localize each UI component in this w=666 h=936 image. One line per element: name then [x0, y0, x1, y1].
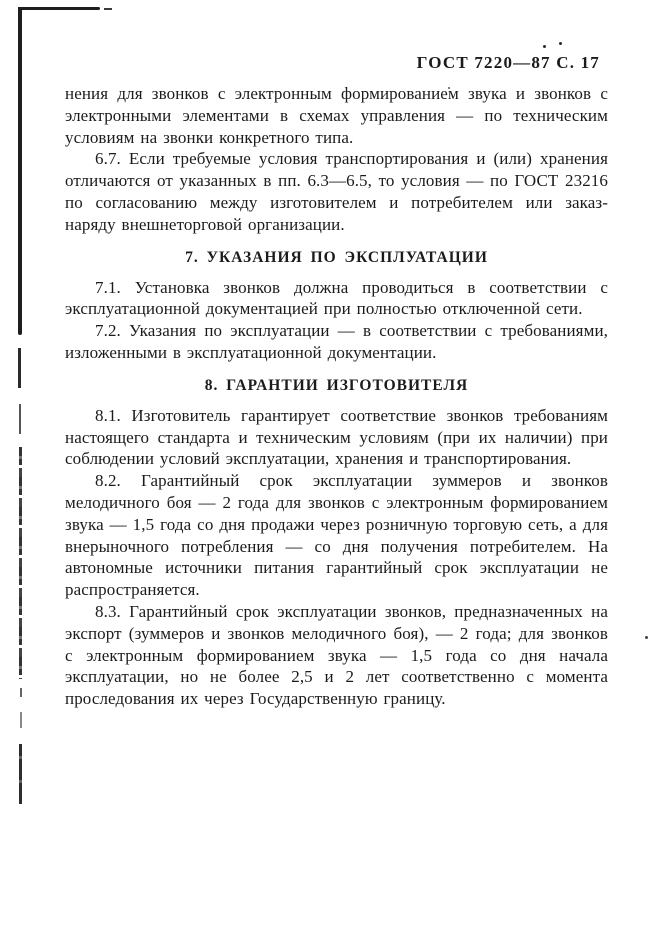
scan-border-left-segment-7: [19, 744, 22, 804]
paragraph-6-7: 6.7. Если требуемые условия транспортирования и (или) хранения отличаются от указанных в пп. 6.3—6.5, то условия — по ГОСТ 23216 по согласованию между изготовителем и потребителем или заказ-наряду внешнеторговой организации.: [65, 149, 608, 234]
section-7-heading: 7. УКАЗАНИЯ ПО ЭКСПЛУАТАЦИИ: [185, 248, 488, 266]
scan-border-top: [18, 7, 100, 10]
scan-border-left-segment-4: [19, 447, 22, 679]
ink-speck: [543, 45, 546, 48]
paragraph-7-2: 7.2. Указания по эксплуатации — в соответствии с требованиями, изложенными в эксплуатационной документации.: [65, 321, 608, 362]
scan-border-left-segment-1: [18, 7, 22, 335]
paragraph-8-3: 8.3. Гарантийный срок эксплуатации звонков, предназначенных на экспорт (зуммеров и звонков мелодичного боя), — 2 года; для звонков с электронным формированием звука — 1,5 года со дня начала эксплуатации, но не более 2,5 и 2 лет соответственно с момента проследования их через Государственную границу.: [65, 601, 608, 709]
paragraph-7-1: 7.1. Установка звонков должна проводиться в соответствии с эксплуатационной документацией при полностью отключенной сети.: [65, 277, 608, 319]
scan-border-top-dash: [104, 8, 112, 10]
paragraph-8-1: 8.1. Изготовитель гарантирует соответствие звонков требованиям настоящего стандарта и техническим условиям (при их наличии) при соблюдении условий эксплуатации, хранения и транспортирования.: [65, 405, 608, 469]
section-8-heading: 8. ГАРАНТИИ ИЗГОТОВИТЕЛЯ: [204, 376, 469, 394]
scan-border-left-segment-5: [20, 688, 22, 697]
text-column: [65, 83, 608, 710]
scan-border-left-segment-6: [20, 712, 22, 728]
ink-speck: [559, 42, 562, 45]
paragraph-continuation: нения для звонков с электронным формированием звука и звонков с электронными элементами в схемах управления — по техническим условиям на звонки конкретного типа.: [65, 84, 608, 147]
scan-border-left-segment-2: [18, 348, 21, 388]
paragraph-8-2: 8.2. Гарантийный срок эксплуатации зуммеров и звонков мелодичного боя — 2 года для звонков с электронным формированием звука — 1,5 года со дня продажи через розничную торговую сеть, а для внерыночного потребления — со дня получения потребителем. На автономные источники питания гарантийный срок эксплуатации не распространяется.: [65, 471, 608, 600]
document-reference-header: ГОСТ 7220—87 С. 17: [416, 53, 600, 72]
scan-border-left-segment-3: [19, 404, 21, 434]
ink-speck: [645, 636, 648, 639]
